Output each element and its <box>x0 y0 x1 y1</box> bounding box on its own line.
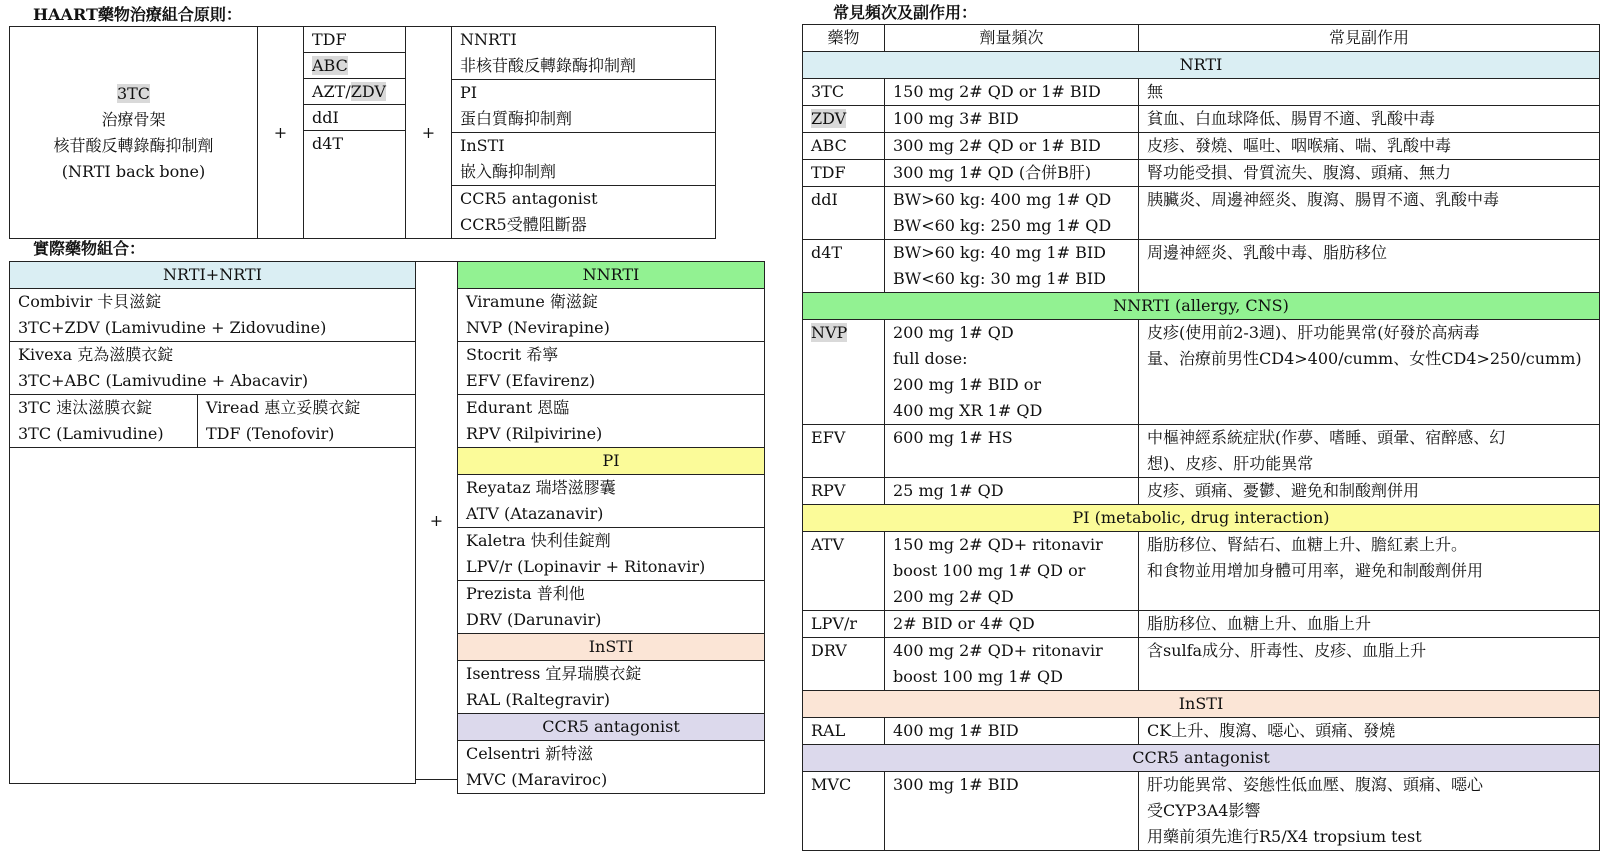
dose-cell <box>885 772 1139 851</box>
nrti-item: d4T <box>312 134 344 153</box>
drug-name-cell <box>803 611 885 638</box>
drug-cell <box>458 741 765 794</box>
combo-detail: 3TC (Lamivudine) <box>18 424 164 443</box>
effects-line: 脂肪移位、腎結石、血糖上升、膽紅素上升。 <box>1147 535 1468 554</box>
drug-brand: Kaletra 快利佳錠劑 <box>466 531 611 550</box>
dose-line: 200 mg 1# QD <box>893 323 1014 342</box>
drug-brand: Edurant 恩臨 <box>466 398 570 417</box>
class-name: NNRTI <box>460 30 517 49</box>
class-cell <box>452 186 716 239</box>
effects-line: 皮疹(使用前2-3週)、肝功能異常(好發於高病毒 <box>1147 323 1480 342</box>
effects-line: 量、治療前男性CD4>400/cumm、女性CD4>250/cumm) <box>1147 349 1582 368</box>
combo-3tc <box>10 395 198 448</box>
effects-line: 中樞神經系統症狀(作夢、嗜睡、頭暈、宿醉感、幻 <box>1147 428 1506 447</box>
backbone-label: 治療骨架 <box>101 109 166 129</box>
combo-detail: 3TC+ZDV (Lamivudine + Zidovudine) <box>18 318 327 337</box>
drug-name-cell <box>803 187 885 240</box>
dose-line: 150 mg 2# QD or 1# BID <box>893 82 1101 101</box>
col-header-effects: 常見副作用 <box>1139 25 1600 52</box>
effects-cell <box>1139 79 1600 106</box>
dose-line: 400 mg 1# BID <box>893 721 1019 740</box>
table-row <box>803 772 1600 851</box>
combo-viread <box>198 395 416 448</box>
drug-name-cell <box>803 425 885 478</box>
dose-line: 25 mg 1# QD <box>893 481 1004 500</box>
dose-cell <box>885 532 1139 611</box>
combo-name: Combivir 卡貝滋錠 <box>18 292 162 311</box>
combo-detail: TDF (Tenofovir) <box>206 424 335 443</box>
dose-line: 200 mg 2# QD <box>893 587 1014 606</box>
empty-cell <box>10 448 416 784</box>
group-header: NNRTI (allergy, CNS) <box>803 293 1600 320</box>
dose-cell <box>885 478 1139 505</box>
dose-line: boost 100 mg 1# QD <box>893 667 1063 686</box>
effects-line: 胰臟炎、周邊神經炎、腹瀉、腸胃不適、乳酸中毒 <box>1147 190 1500 209</box>
table-row <box>803 478 1600 505</box>
effects-line: 皮疹、頭痛、憂鬱、避免和制酸劑併用 <box>1147 481 1420 500</box>
drug-name-cell <box>803 320 885 425</box>
effects-cell <box>1139 320 1600 425</box>
nrti-item: ZDV <box>350 82 386 101</box>
dose-line: BW<60 kg: 30 mg 1# BID <box>893 269 1106 288</box>
dose-line: BW<60 kg: 250 mg 1# QD <box>893 216 1112 235</box>
effects-line: 想)、皮疹、肝功能異常 <box>1147 454 1314 473</box>
dose-cell <box>885 187 1139 240</box>
effects-line: 無 <box>1147 82 1164 101</box>
freq-heading: 常見頻次及副作用： <box>833 3 978 22</box>
drug-cell <box>458 342 765 395</box>
class-cell <box>452 133 716 186</box>
plus-sign: + <box>258 27 304 239</box>
drug-name-cell <box>803 160 885 187</box>
dose-line: 2# BID or 4# QD <box>893 614 1035 633</box>
combo-plus-table <box>415 261 458 780</box>
dose-line: 100 mg 3# BID <box>893 109 1019 128</box>
drug-name-cell <box>803 106 885 133</box>
drug-generic: EFV (Efavirenz) <box>466 371 596 390</box>
combo-kivexa <box>10 342 416 395</box>
effects-line: 皮疹、發燒、嘔吐、咽喉痛、喘、乳酸中毒 <box>1147 136 1452 155</box>
plus-sign: + <box>406 27 452 239</box>
effects-line: 周邊神經炎、乳酸中毒、脂肪移位 <box>1147 243 1388 262</box>
nrti-item: TDF <box>304 27 405 53</box>
class-name: PI <box>460 83 478 102</box>
effects-cell <box>1139 611 1600 638</box>
nrti-item: AZT/ <box>312 82 351 101</box>
table-row <box>803 718 1600 745</box>
class-cell <box>452 27 716 80</box>
drug-generic: DRV (Darunavir) <box>466 610 602 629</box>
drug-generic: NVP (Nevirapine) <box>466 318 610 337</box>
effects-cell <box>1139 133 1600 160</box>
class-name: InSTI <box>460 136 505 155</box>
effects-cell <box>1139 425 1600 478</box>
table-row <box>803 133 1600 160</box>
drug-name-cell <box>803 240 885 293</box>
backbone-class: 核苷酸反轉錄酶抑制劑 <box>53 135 214 155</box>
drug-name-cell <box>803 532 885 611</box>
table-row <box>803 425 1600 478</box>
effects-line: 腎功能受損、骨質流失、腹瀉、頭痛、無力 <box>1147 163 1452 182</box>
dose-line: 400 mg 2# QD+ ritonavir <box>893 641 1103 660</box>
dose-cell <box>885 160 1139 187</box>
effects-line: 用藥前須先進行R5/X4 tropsium test <box>1147 827 1422 846</box>
combo-name: Viread 惠立妥膜衣錠 <box>206 398 361 417</box>
effects-cell <box>1139 638 1600 691</box>
class-name: CCR5 antagonist <box>460 189 598 208</box>
combo-name: 3TC 速汰滋膜衣錠 <box>18 398 153 417</box>
col-header-dose: 劑量頻次 <box>885 25 1139 52</box>
ccr5-header: CCR5 antagonist <box>458 714 765 741</box>
class-desc: CCR5受體阻斷器 <box>460 215 587 234</box>
principles-heading: HAART藥物治療組合原則： <box>33 5 242 24</box>
drug-generic: RAL (Raltegravir) <box>466 690 610 709</box>
nrti-item: ddI <box>304 105 405 131</box>
effects-line: 脂肪移位、血糖上升、血脂上升 <box>1147 614 1372 633</box>
combo-combivir <box>10 289 416 342</box>
drug-name-cell <box>803 718 885 745</box>
effects-line: CK上升、腹瀉、噁心、頭痛、發燒 <box>1147 721 1396 740</box>
group-header: NRTI <box>803 52 1600 79</box>
table-row <box>803 240 1600 293</box>
group-header: InSTI <box>803 691 1600 718</box>
dose-cell <box>885 638 1139 691</box>
drug-generic: RPV (Rilpivirine) <box>466 424 603 443</box>
drug-cell <box>458 395 765 448</box>
dose-cell <box>885 106 1139 133</box>
dose-line: boost 100 mg 1# QD or <box>893 561 1086 580</box>
drug-generic: MVC (Maraviroc) <box>466 770 608 789</box>
table-row <box>803 160 1600 187</box>
drug-name-cell <box>803 133 885 160</box>
dose-line: 300 mg 2# QD or 1# BID <box>893 136 1101 155</box>
drug-name-cell <box>803 772 885 851</box>
dose-line: 150 mg 2# QD+ ritonavir <box>893 535 1103 554</box>
dose-cell <box>885 611 1139 638</box>
table-row <box>803 79 1600 106</box>
dose-line: BW>60 kg: 400 mg 1# QD <box>893 190 1112 209</box>
table-row <box>803 106 1600 133</box>
drug-brand: Viramune 衛滋錠 <box>466 292 598 311</box>
dose-line: 600 mg 1# HS <box>893 428 1013 447</box>
backbone-cell <box>10 27 258 239</box>
drug-name: 3TC <box>811 82 845 101</box>
drug-name: RPV <box>811 481 846 500</box>
drug-name: ABC <box>811 136 847 155</box>
class-desc: 蛋白質酶抑制劑 <box>460 109 573 128</box>
effects-cell <box>1139 106 1600 133</box>
dose-line: BW>60 kg: 40 mg 1# BID <box>893 243 1106 262</box>
drug-brand: Celsentri 新特滋 <box>466 744 594 763</box>
plus-sign: + <box>416 262 458 780</box>
nrti-item: ABC <box>312 56 348 75</box>
insti-header: InSTI <box>458 634 765 661</box>
drug-name-cell <box>803 478 885 505</box>
effects-cell <box>1139 478 1600 505</box>
dose-cell <box>885 240 1139 293</box>
effects-line: 肝功能異常、姿態性低血壓、腹瀉、頭痛、噁心 <box>1147 775 1484 794</box>
freq-table <box>802 24 1600 851</box>
dose-cell <box>885 79 1139 106</box>
effects-line: 含sulfa成分、肝毒性、皮疹、血脂上升 <box>1147 641 1427 660</box>
drug-cell <box>458 289 765 342</box>
drug-brand: Prezista 普利他 <box>466 584 585 603</box>
effects-cell <box>1139 240 1600 293</box>
effects-cell <box>1139 160 1600 187</box>
table-row <box>803 320 1600 425</box>
pi-header: PI <box>458 448 765 475</box>
dose-line: full dose: <box>893 349 968 368</box>
table-row <box>803 611 1600 638</box>
drug-name-cell <box>803 79 885 106</box>
drug-name: ddI <box>811 190 838 209</box>
group-header: CCR5 antagonist <box>803 745 1600 772</box>
effects-cell <box>1139 532 1600 611</box>
drug-name: TDF <box>811 163 846 182</box>
drug-brand: Stocrit 希寧 <box>466 345 559 364</box>
effects-line: 和食物並用增加身體可用率，避免和制酸劑併用 <box>1147 561 1484 580</box>
nrti-combo-header: NRTI+NRTI <box>10 262 416 289</box>
table-row <box>803 532 1600 611</box>
dose-cell <box>885 718 1139 745</box>
drug-cell <box>458 661 765 714</box>
dose-line: 400 mg XR 1# QD <box>893 401 1043 420</box>
drug-brand: Reyataz 瑞塔滋膠囊 <box>466 478 616 497</box>
dose-cell <box>885 425 1139 478</box>
drug-name: NVP <box>811 323 848 342</box>
class-cell <box>452 80 716 133</box>
drug-generic: ATV (Atazanavir) <box>466 504 604 523</box>
effects-line: 受CYP3A4影響 <box>1147 801 1261 820</box>
nrti-combo-table <box>9 261 416 784</box>
combo-name: Kivexa 克為滋膜衣錠 <box>18 345 174 364</box>
drug-brand: Isentress 宜昇瑞膜衣錠 <box>466 664 642 683</box>
drug-name: d4T <box>811 243 843 262</box>
effects-cell <box>1139 772 1600 851</box>
class-desc: 非核苷酸反轉錄酶抑制劑 <box>460 56 637 75</box>
table-row <box>803 638 1600 691</box>
drug-name-cell <box>803 638 885 691</box>
dose-cell <box>885 320 1139 425</box>
dose-cell <box>885 133 1139 160</box>
effects-cell <box>1139 718 1600 745</box>
class-combo-table <box>457 261 765 794</box>
backbone-drug: 3TC <box>116 83 151 103</box>
drug-name: RAL <box>811 721 846 740</box>
drug-cell <box>458 581 765 634</box>
nnrti-header: NNRTI <box>458 262 765 289</box>
combo-detail: 3TC+ABC (Lamivudine + Abacavir) <box>18 371 309 390</box>
drug-name: LPV/r <box>811 614 857 633</box>
drug-cell <box>458 528 765 581</box>
dose-line: 200 mg 1# BID or <box>893 375 1042 394</box>
nrti-list-cell <box>304 27 406 239</box>
table-row <box>803 187 1600 240</box>
group-header: PI (metabolic, drug interaction) <box>803 505 1600 532</box>
drug-name: ZDV <box>811 109 847 128</box>
effects-cell <box>1139 187 1600 240</box>
effects-line: 貧血、白血球降低、腸胃不適、乳酸中毒 <box>1147 109 1436 128</box>
drug-generic: LPV/r (Lopinavir + Ritonavir) <box>466 557 706 576</box>
principles-table <box>9 26 716 239</box>
drug-name: EFV <box>811 428 846 447</box>
dose-line: 300 mg 1# QD (合併B肝) <box>893 163 1092 182</box>
col-header-drug: 藥物 <box>803 25 885 52</box>
drug-name: DRV <box>811 641 847 660</box>
drug-name: ATV <box>811 535 844 554</box>
class-desc: 嵌入酶抑制劑 <box>460 162 557 181</box>
dose-line: 300 mg 1# BID <box>893 775 1019 794</box>
backbone-en: (NRTI back bone) <box>61 161 206 181</box>
drug-cell <box>458 475 765 528</box>
drug-name: MVC <box>811 775 852 794</box>
combos-heading: 實際藥物組合： <box>33 239 146 258</box>
